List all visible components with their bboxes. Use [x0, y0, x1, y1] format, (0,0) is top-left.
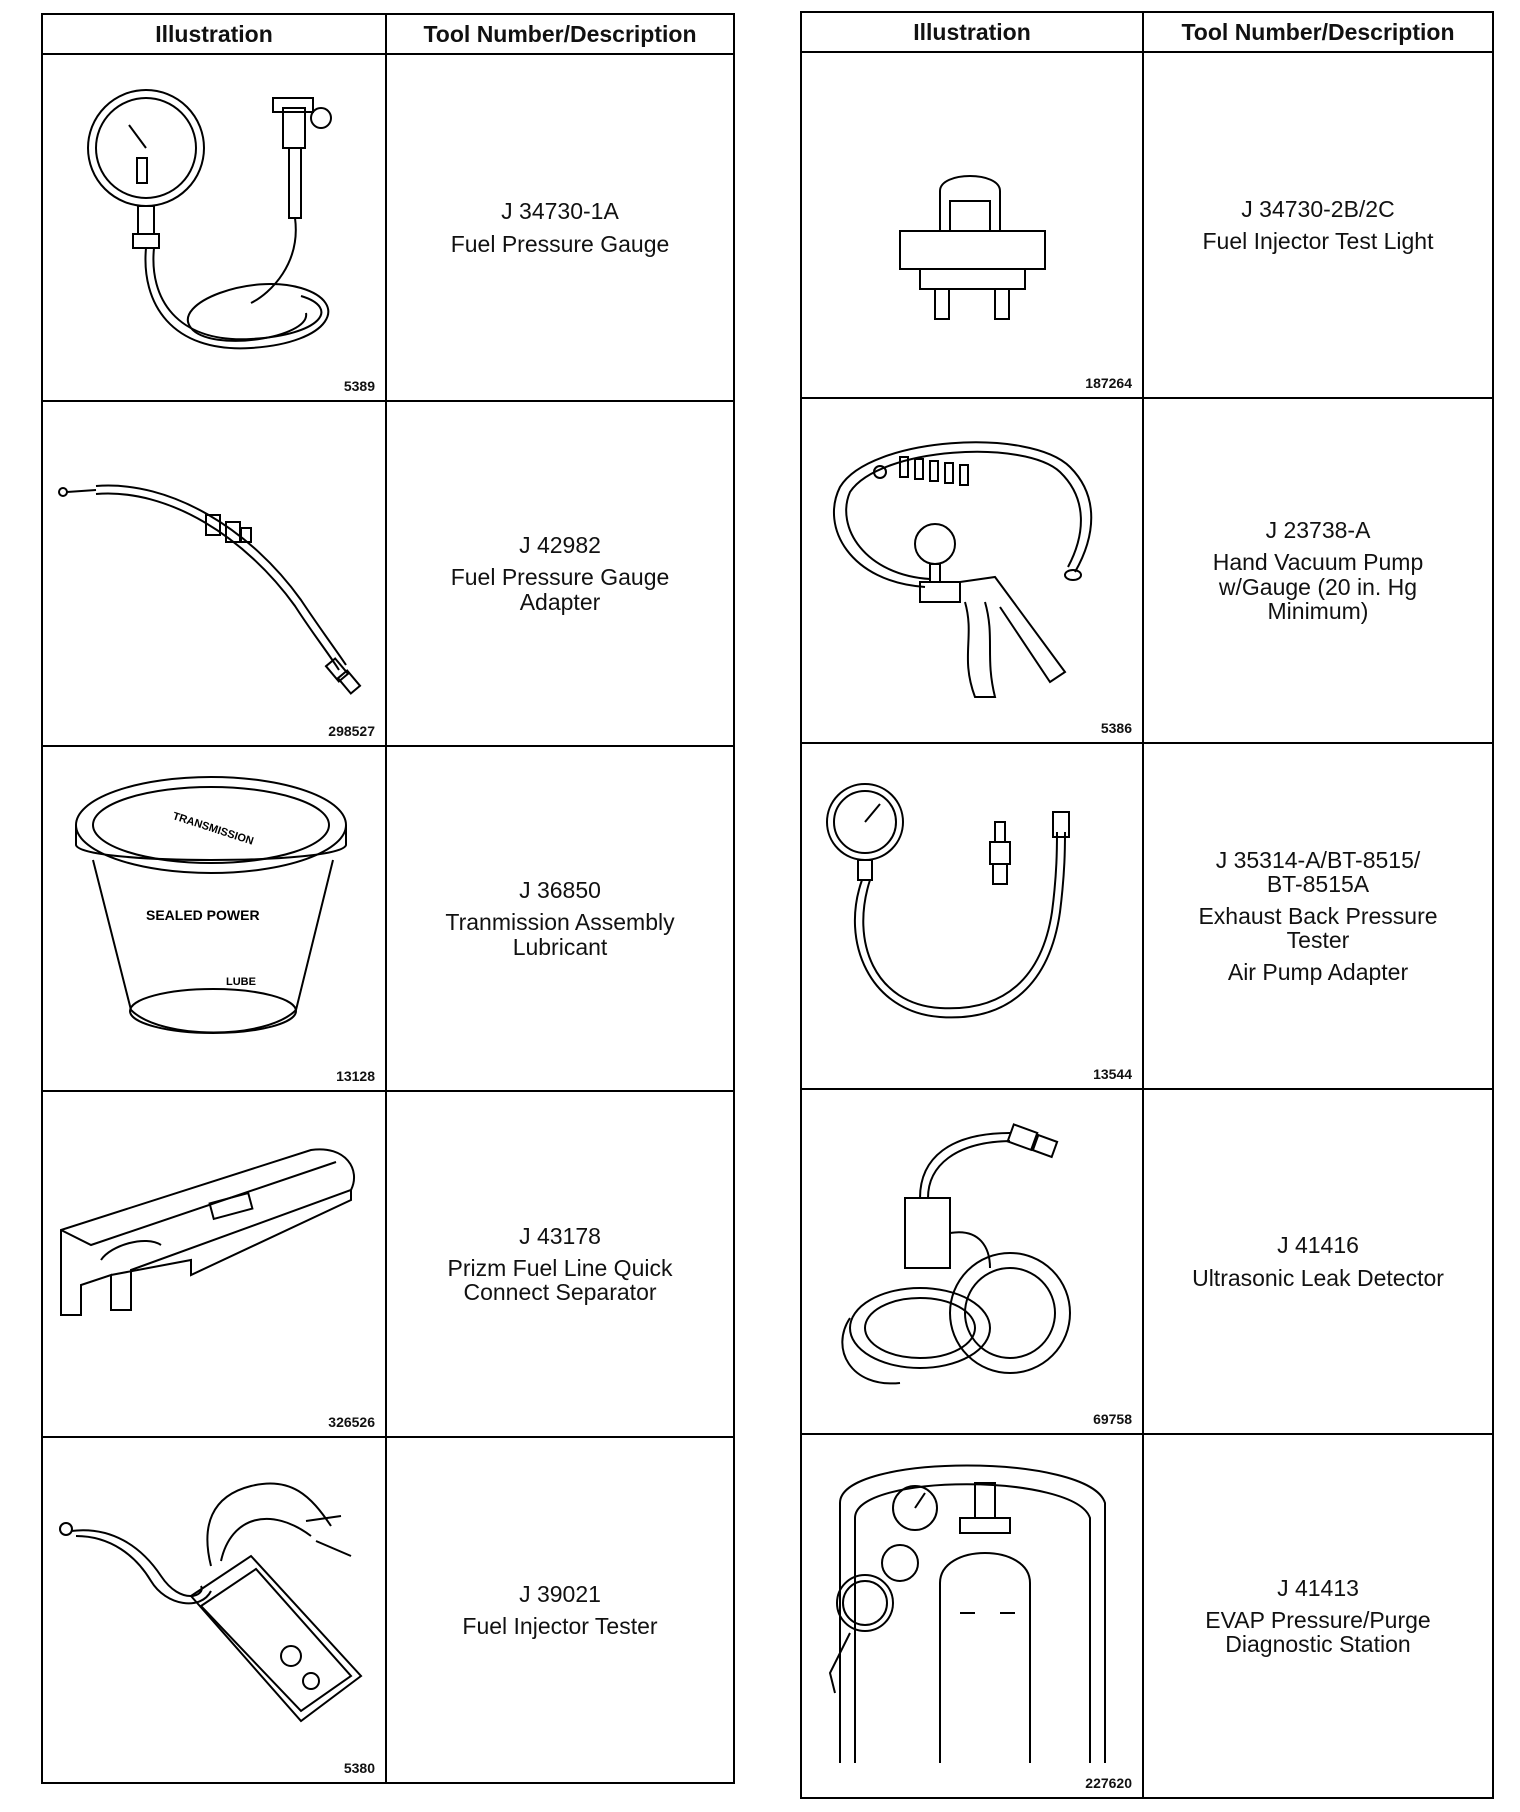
back-pressure-tester-icon [810, 752, 1135, 1052]
description-cell [1143, 743, 1493, 1089]
injector-test-light-icon [810, 61, 1135, 361]
svg-text:TRANSMISSION: TRANSMISSION [171, 810, 255, 848]
tool-description: Fuel Injector Test Light [1202, 228, 1434, 254]
tool-number: J 41416 [1277, 1232, 1359, 1259]
illustration-cell [801, 1434, 1143, 1798]
lubricant-tub-icon [51, 755, 376, 1055]
illustration-cell [42, 401, 386, 746]
description-cell [1143, 398, 1493, 743]
figure-number: 5380 [343, 1760, 375, 1776]
hand-vacuum-pump-icon [810, 407, 1135, 707]
table-row [42, 746, 734, 1091]
svg-text:SEALED POWER: SEALED POWER [146, 907, 260, 923]
table-row [801, 743, 1493, 1089]
table-row [42, 1437, 734, 1783]
description-cell [1143, 52, 1493, 398]
tool-description: Ultrasonic Leak Detector [1192, 1264, 1444, 1291]
table-row [42, 401, 734, 746]
tool-description-header: Tool Number/Description [386, 14, 734, 54]
table-row [801, 1434, 1493, 1798]
figure-number: 326526 [328, 1414, 375, 1430]
tool-number: J 41413 [1277, 1574, 1359, 1601]
tool-description: Tranmission Assembly Lubricant [445, 909, 675, 960]
table-row [801, 1089, 1493, 1434]
illustration-header: Illustration [801, 12, 1143, 52]
figure-number: 13128 [336, 1068, 375, 1084]
figure-number: 5389 [343, 378, 375, 394]
fuel-pressure-gauge-icon [51, 63, 376, 363]
tool-description: Fuel Injector Tester [462, 1613, 658, 1639]
description-cell [386, 1437, 734, 1783]
illustration-cell [42, 1091, 386, 1437]
evap-station-icon [810, 1443, 1135, 1768]
table-row [42, 1091, 734, 1437]
tool-description: Hand Vacuum Pump w/Gauge (20 in. Hg Minimum) [1212, 549, 1424, 624]
tool-description-header: Tool Number/Description [1143, 12, 1493, 52]
tool-description: Fuel Pressure Gauge Adapter [450, 564, 670, 615]
description-cell [386, 746, 734, 1091]
illustration-cell [801, 52, 1143, 398]
tool-number: J 36850 [519, 877, 601, 904]
figure-number: 13544 [1093, 1066, 1132, 1082]
gauge-adapter-hose-icon [51, 410, 376, 710]
illustration-cell [801, 743, 1143, 1089]
figure-number: 69758 [1093, 1411, 1132, 1427]
table-row [801, 398, 1493, 743]
figure-number: 5386 [1100, 720, 1132, 736]
header-row [801, 12, 1493, 52]
tool-number: J 43178 [519, 1222, 601, 1249]
tool-description: Exhaust Back Pressure Tester [1198, 902, 1438, 954]
header-row [42, 14, 734, 54]
illustration-cell [801, 398, 1143, 743]
left-tool-table [41, 13, 735, 1784]
tool-number: J 34730-1A [501, 198, 619, 225]
description-cell [386, 54, 734, 401]
figure-number: 298527 [328, 723, 375, 739]
illustration-cell [801, 1089, 1143, 1434]
tool-description: EVAP Pressure/Purge Diagnostic Station [1205, 1606, 1431, 1658]
table-row [801, 52, 1493, 398]
ultrasonic-leak-detector-icon [810, 1098, 1135, 1398]
description-cell [386, 1091, 734, 1437]
illustration-cell [42, 746, 386, 1091]
quick-connect-separator-icon [51, 1100, 376, 1400]
injector-tester-icon [51, 1446, 376, 1746]
description-cell [1143, 1089, 1493, 1434]
tool-number: J 39021 [519, 1580, 601, 1607]
figure-number: 227620 [1085, 1775, 1132, 1791]
tool-number: J 42982 [519, 532, 601, 559]
illustration-cell [42, 54, 386, 401]
description-cell [1143, 1434, 1493, 1798]
tool-description-secondary: Air Pump Adapter [1227, 959, 1409, 986]
tool-description: Prizm Fuel Line Quick Connect Separator [447, 1254, 673, 1306]
tool-number: J 23738-A [1265, 517, 1371, 544]
table-row [42, 54, 734, 401]
illustration-header: Illustration [42, 14, 386, 54]
figure-number: 187264 [1085, 375, 1132, 391]
tool-number: J 34730-2B/2C [1241, 195, 1395, 222]
svg-text:LUBE: LUBE [226, 976, 256, 988]
tool-number: J 35314-A/BT-8515/ BT-8515A [1215, 846, 1421, 897]
right-tool-table [800, 11, 1494, 1799]
tool-description: Fuel Pressure Gauge [450, 230, 670, 257]
illustration-cell [42, 1437, 386, 1783]
description-cell [386, 401, 734, 746]
